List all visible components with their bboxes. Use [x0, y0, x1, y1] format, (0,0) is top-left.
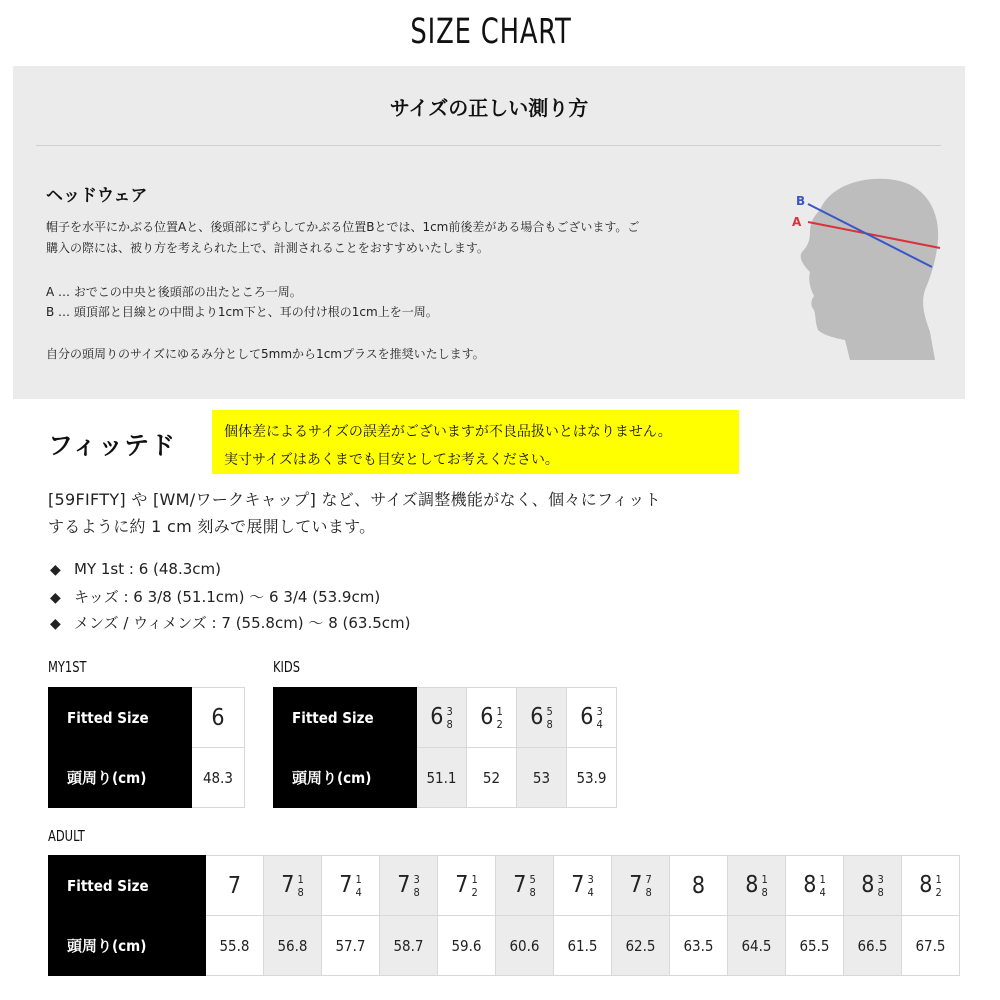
- size-cell: [902, 856, 960, 916]
- recommend-text: 自分の頭周りのサイズにゆるみ分として5mmから1cmプラスを推奨いたします。: [46, 347, 485, 361]
- size-whole: 6: [530, 704, 544, 731]
- size-whole: 6: [430, 704, 444, 731]
- size-cell: [206, 856, 264, 916]
- size-whole: 7: [629, 872, 643, 899]
- size-cell: [380, 856, 438, 916]
- diagram-label-b: B: [796, 194, 806, 208]
- fraction-numerator: 3: [413, 872, 420, 886]
- fraction-denominator: 8: [297, 885, 304, 899]
- fraction-numerator: 5: [546, 704, 553, 718]
- size-whole: 7: [281, 872, 295, 899]
- cm-cell: 53: [517, 748, 567, 808]
- head-circumference-row: [274, 748, 617, 808]
- bullet-item: ◆ MY 1st : 6 (48.3cm): [50, 560, 221, 578]
- cm-cell: 58.7: [380, 916, 438, 976]
- headwear-title: ヘッドウェア: [46, 186, 148, 206]
- cm-cell: 61.5: [554, 916, 612, 976]
- cm-cell: 63.5: [670, 916, 728, 976]
- size-cell: [567, 688, 617, 748]
- size-whole: 7: [339, 872, 353, 899]
- size-fraction: [587, 873, 593, 899]
- fraction-denominator: 8: [446, 717, 453, 731]
- row-header: 頭周り(cm): [49, 748, 192, 808]
- size-whole: 6: [211, 704, 225, 731]
- size-cell: [786, 856, 844, 916]
- cm-cell: 57.7: [322, 916, 380, 976]
- fraction-numerator: 1: [761, 872, 768, 886]
- size-fraction: [446, 705, 452, 731]
- fitted-size-row: [49, 688, 245, 748]
- row-header: 頭周り(cm): [274, 748, 417, 808]
- cm-cell: 56.8: [264, 916, 322, 976]
- cm-cell: 59.6: [438, 916, 496, 976]
- size-whole: 8: [691, 872, 706, 899]
- my1st-size-table: [48, 687, 245, 808]
- fraction-numerator: 1: [935, 872, 942, 886]
- fraction-numerator: 1: [819, 872, 826, 886]
- size-fraction: [413, 873, 419, 899]
- size-fraction: [645, 873, 651, 899]
- size-whole: 7: [455, 872, 469, 899]
- size-fraction: [529, 873, 535, 899]
- notice-line2: 実寸サイズはあくまでも目安としてお考えください。: [224, 452, 559, 468]
- row-header: Fitted Size: [274, 688, 417, 748]
- position-b-text: B … 頭頂部と目線との中間より1cm下と、耳の付け根の1cm上を一周。: [46, 305, 438, 319]
- cm-cell: 60.6: [496, 916, 554, 976]
- cm-cell: 64.5: [728, 916, 786, 976]
- fraction-denominator: 8: [529, 885, 536, 899]
- fraction-numerator: 7: [645, 872, 652, 886]
- fraction-numerator: 5: [529, 872, 536, 886]
- fraction-denominator: 4: [587, 885, 594, 899]
- row-header: Fitted Size: [49, 688, 192, 748]
- size-cell: [612, 856, 670, 916]
- kids-label: KIDS: [273, 658, 301, 676]
- diamond-icon: ◆: [50, 616, 61, 632]
- cm-cell: 53.9: [567, 748, 617, 808]
- head-silhouette: [801, 179, 938, 360]
- cm-cell: 66.5: [844, 916, 902, 976]
- fraction-denominator: 4: [819, 885, 826, 899]
- fitted-size-row: [49, 856, 960, 916]
- fraction-denominator: 2: [935, 885, 942, 899]
- size-fraction: [761, 873, 767, 899]
- size-fraction: [935, 873, 941, 899]
- adult-size-table: [48, 855, 960, 976]
- fraction-denominator: 8: [761, 885, 768, 899]
- page-title: SIZE CHART: [410, 12, 572, 52]
- fitted-title: フィッテド: [48, 431, 177, 460]
- size-cell: [467, 688, 517, 748]
- cm-cell: 48.3: [192, 748, 245, 808]
- fraction-numerator: 1: [355, 872, 362, 886]
- headwear-para-line1: 帽子を水平にかぶる位置Aと、後頭部にずらしてかぶる位置Bとでは、1cm前後差がある場合もございます。ご: [46, 220, 640, 234]
- size-fraction: [819, 873, 825, 899]
- kids-size-table: [273, 687, 617, 808]
- bullet-item: ◆ メンズ / ウィメンズ : 7 (55.8cm) 〜 8 (63.5cm): [50, 614, 411, 632]
- desc-line2: するように約 1 cm 刻みで展開しています。: [48, 517, 376, 536]
- notice-line1: 個体差によるサイズの誤差がございますが不良品扱いとはなりません。: [224, 424, 672, 440]
- size-whole: 7: [397, 872, 411, 899]
- size-cell: [728, 856, 786, 916]
- cm-cell: 52: [467, 748, 517, 808]
- size-whole: 8: [745, 872, 759, 899]
- cm-cell: 51.1: [417, 748, 467, 808]
- size-cell: [438, 856, 496, 916]
- fitted-description: [48, 486, 748, 540]
- fraction-denominator: 2: [496, 717, 503, 731]
- fraction-denominator: 8: [877, 885, 884, 899]
- desc-line1: [59FIFTY] や [WM/ワークキャップ] など、サイズ調整機能がなく、個々にフィット: [48, 490, 661, 509]
- diamond-icon: ◆: [50, 590, 61, 606]
- size-whole: 7: [513, 872, 527, 899]
- my1st-label: MY1ST: [48, 658, 87, 676]
- fraction-numerator: 3: [596, 704, 603, 718]
- cm-cell: 55.8: [206, 916, 264, 976]
- head-circumference-row: [49, 916, 960, 976]
- size-cell: [322, 856, 380, 916]
- diamond-icon: ◆: [50, 562, 61, 578]
- fraction-denominator: 2: [471, 885, 478, 899]
- size-whole: 7: [571, 872, 585, 899]
- size-whole: 6: [580, 704, 594, 731]
- size-cell: [417, 688, 467, 748]
- size-whole: 8: [919, 872, 933, 899]
- head-circumference-row: [49, 748, 245, 808]
- size-whole: 8: [861, 872, 875, 899]
- size-fraction: [471, 873, 477, 899]
- size-fraction: [297, 873, 303, 899]
- headwear-para-line2: 購入の際には、被り方を考えられた上で、計測されることをおすすめいたします。: [46, 241, 489, 255]
- size-whole: 7: [227, 872, 242, 899]
- fraction-numerator: 1: [297, 872, 304, 886]
- size-whole: 6: [480, 704, 494, 731]
- size-cell: [517, 688, 567, 748]
- fraction-denominator: 4: [355, 885, 362, 899]
- fraction-denominator: 8: [645, 885, 652, 899]
- fraction-numerator: 3: [587, 872, 594, 886]
- row-header: 頭周り(cm): [49, 916, 206, 976]
- cm-cell: 67.5: [902, 916, 960, 976]
- size-fraction: [596, 705, 602, 731]
- size-fraction: [496, 705, 502, 731]
- cm-cell: 65.5: [786, 916, 844, 976]
- size-cell: [496, 856, 554, 916]
- size-fraction: [877, 873, 883, 899]
- size-whole: 8: [803, 872, 817, 899]
- size-cell: [264, 856, 322, 916]
- fraction-denominator: 8: [546, 717, 553, 731]
- position-a-text: A … おでこの中央と後頭部の出たところ一周。: [46, 285, 302, 299]
- row-header: Fitted Size: [49, 856, 206, 916]
- notice-box: [212, 410, 739, 474]
- head-measure-diagram: [790, 170, 950, 362]
- fraction-numerator: 3: [877, 872, 884, 886]
- fraction-numerator: 3: [446, 704, 453, 718]
- fraction-denominator: 8: [413, 885, 420, 899]
- size-cell: [554, 856, 612, 916]
- size-fraction: [355, 873, 361, 899]
- measure-title: サイズの正しい測り方: [389, 96, 589, 120]
- size-fraction: [546, 705, 552, 731]
- fraction-numerator: 1: [471, 872, 478, 886]
- fraction-denominator: 4: [596, 717, 603, 731]
- cm-cell: 62.5: [612, 916, 670, 976]
- fitted-size-row: [274, 688, 617, 748]
- size-cell: [844, 856, 902, 916]
- divider: [36, 145, 941, 146]
- size-cell: [670, 856, 728, 916]
- size-cell: [192, 688, 245, 748]
- diagram-label-a: A: [792, 215, 802, 229]
- fraction-numerator: 1: [496, 704, 503, 718]
- adult-label: ADULT: [48, 827, 85, 845]
- bullet-item: ◆ キッズ : 6 3/8 (51.1cm) 〜 6 3/4 (53.9cm): [50, 588, 381, 606]
